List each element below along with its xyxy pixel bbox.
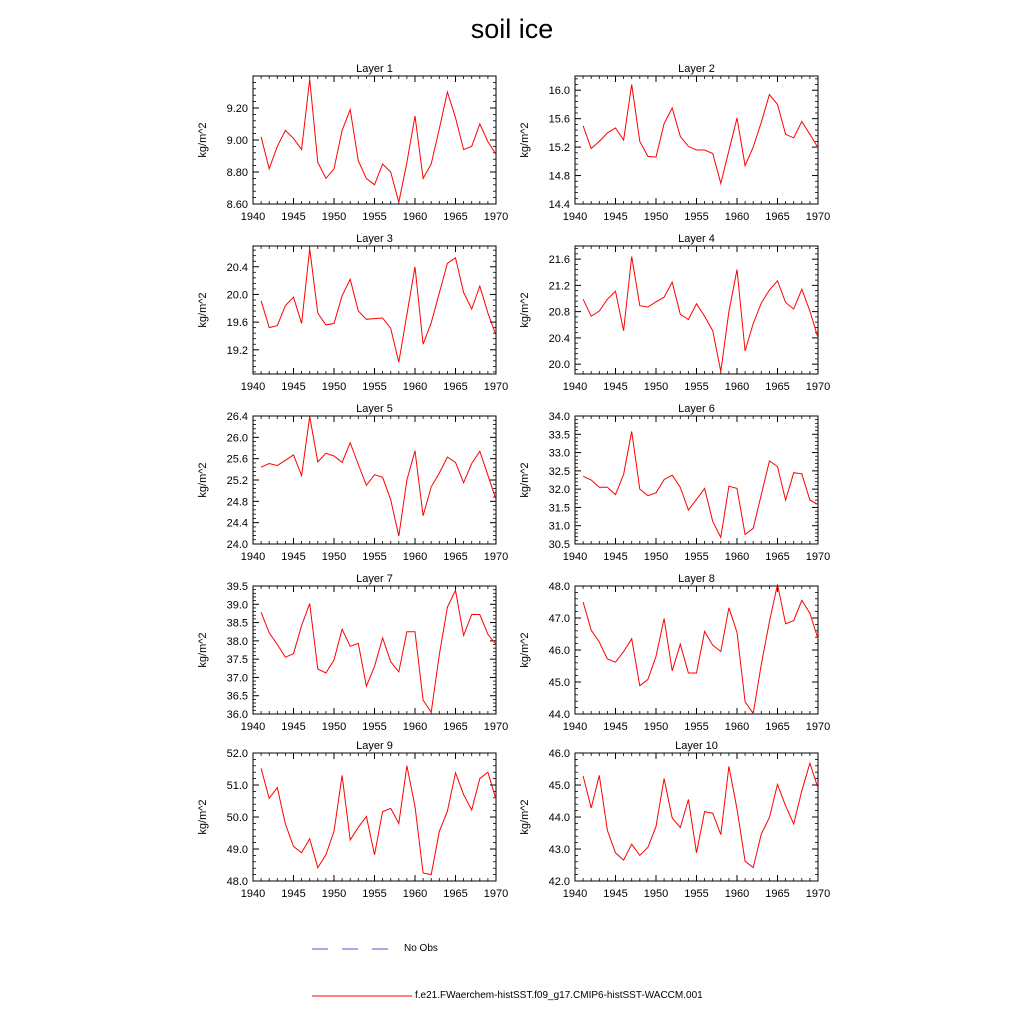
x-tick-label: 1965 — [443, 381, 468, 393]
y-tick-label: 51.0 — [226, 780, 248, 792]
x-tick-label: 1940 — [240, 551, 266, 563]
x-tick-label: 1950 — [321, 551, 347, 563]
y-tick-label: 32.0 — [548, 484, 570, 497]
y-tick-label: 20.0 — [548, 359, 570, 372]
panel-title: Layer 9 — [356, 740, 393, 752]
plot-frame — [253, 246, 496, 374]
x-tick-label: 1965 — [443, 721, 468, 733]
y-tick-label: 19.6 — [226, 317, 248, 330]
x-tick-label: 1950 — [643, 888, 669, 900]
x-tick-label: 1955 — [684, 551, 709, 563]
y-tick-label: 32.5 — [548, 465, 570, 478]
y-tick-label: 47.0 — [548, 613, 570, 625]
plot-frame — [575, 753, 818, 881]
x-tick-label: 1960 — [402, 888, 428, 900]
series-line — [583, 85, 818, 184]
y-tick-label: 43.0 — [548, 844, 570, 856]
x-tick-label: 1960 — [402, 721, 428, 733]
x-tick-label: 1960 — [724, 551, 750, 563]
chart-panel-layer-8 — [519, 573, 830, 733]
chart-panel-layer-10 — [519, 740, 830, 900]
y-tick-label: 48.0 — [548, 581, 570, 593]
x-tick-label: 1945 — [281, 888, 306, 900]
series-line — [261, 79, 496, 202]
x-tick-label: 1955 — [362, 381, 387, 393]
chart-panel-layer-1 — [197, 63, 508, 223]
x-tick-label: 1970 — [805, 211, 831, 223]
legend-obs-label: No Obs — [404, 943, 438, 954]
x-tick-label: 1970 — [805, 721, 831, 733]
legend-model-label: f.e21.FWaerchem-histSST.f09_g17.CMIP6-histSST-WACCM.001 — [415, 990, 703, 1001]
series-line — [583, 584, 818, 713]
series-line — [261, 417, 496, 537]
x-tick-label: 1950 — [321, 211, 347, 223]
x-tick-label: 1955 — [684, 888, 709, 900]
y-tick-label: 45.0 — [548, 677, 570, 689]
x-tick-label: 1955 — [684, 381, 709, 393]
y-tick-label: 48.0 — [226, 876, 248, 888]
y-tick-label: 52.0 — [226, 748, 248, 760]
y-tick-label: 24.8 — [226, 496, 248, 509]
x-tick-label: 1940 — [562, 381, 588, 393]
x-tick-label: 1965 — [765, 211, 790, 223]
series-line — [261, 249, 496, 362]
x-tick-label: 1955 — [362, 888, 387, 900]
y-tick-label: 25.6 — [226, 453, 248, 466]
y-tick-label: 37.5 — [226, 654, 248, 667]
x-tick-label: 1945 — [603, 888, 628, 900]
y-tick-label: 24.0 — [226, 539, 248, 551]
y-tick-label: 21.2 — [548, 280, 570, 293]
series-line — [261, 766, 496, 875]
x-tick-label: 1955 — [362, 721, 387, 733]
y-tick-label: 16.0 — [548, 85, 570, 98]
x-tick-label: 1945 — [603, 381, 628, 393]
x-tick-label: 1945 — [281, 381, 306, 393]
x-tick-label: 1940 — [562, 211, 588, 223]
y-tick-label: 36.0 — [226, 709, 248, 721]
x-tick-label: 1950 — [643, 721, 669, 733]
series-line — [583, 763, 818, 867]
y-tick-label: 9.00 — [226, 135, 248, 147]
y-tick-label: 37.0 — [226, 672, 248, 685]
y-axis-label: kg/m^2 — [197, 632, 209, 668]
chart-panel-layer-9 — [197, 740, 508, 900]
x-tick-label: 1970 — [805, 551, 831, 563]
x-tick-label: 1960 — [724, 211, 750, 223]
y-tick-label: 8.60 — [226, 199, 248, 211]
y-tick-label: 46.0 — [548, 748, 570, 760]
x-tick-label: 1965 — [765, 888, 790, 900]
y-tick-label: 14.8 — [548, 170, 570, 183]
plot-frame — [253, 586, 496, 714]
x-tick-label: 1950 — [321, 721, 347, 733]
plot-frame — [575, 246, 818, 374]
panel-title: Layer 4 — [678, 233, 715, 245]
chart-panel-layer-6 — [519, 403, 830, 563]
y-axis-label: kg/m^2 — [197, 292, 209, 328]
y-tick-label: 9.20 — [226, 103, 248, 115]
y-axis-label: kg/m^2 — [519, 799, 531, 835]
y-tick-label: 42.0 — [548, 876, 570, 888]
y-axis-label: kg/m^2 — [519, 292, 531, 328]
y-axis-label: kg/m^2 — [519, 122, 531, 158]
y-tick-label: 20.4 — [548, 332, 570, 345]
y-axis-label: kg/m^2 — [519, 632, 531, 668]
x-tick-label: 1970 — [483, 888, 509, 900]
plot-frame — [575, 76, 818, 204]
y-tick-label: 33.0 — [548, 447, 570, 460]
y-tick-label: 31.5 — [548, 502, 570, 515]
x-tick-label: 1970 — [483, 551, 509, 563]
y-tick-label: 44.0 — [548, 709, 570, 721]
x-tick-label: 1960 — [724, 721, 750, 733]
y-tick-label: 46.0 — [548, 645, 570, 657]
x-tick-label: 1940 — [240, 888, 266, 900]
y-tick-label: 31.0 — [548, 520, 570, 533]
y-tick-label: 15.6 — [548, 113, 570, 126]
x-tick-label: 1965 — [443, 211, 468, 223]
y-tick-label: 38.5 — [226, 617, 248, 630]
y-tick-label: 45.0 — [548, 780, 570, 792]
y-tick-label: 21.6 — [548, 254, 570, 267]
panel-title: Layer 3 — [356, 233, 393, 245]
x-tick-label: 1970 — [483, 211, 509, 223]
page-title: soil ice — [470, 14, 554, 44]
x-tick-label: 1955 — [362, 211, 387, 223]
x-tick-label: 1970 — [805, 381, 831, 393]
plot-frame — [575, 416, 818, 544]
x-tick-label: 1940 — [562, 721, 588, 733]
y-tick-label: 39.5 — [226, 581, 248, 593]
x-tick-label: 1970 — [483, 721, 509, 733]
x-tick-label: 1945 — [603, 721, 628, 733]
x-tick-label: 1950 — [643, 381, 669, 393]
x-tick-label: 1945 — [281, 211, 306, 223]
x-tick-label: 1950 — [643, 211, 669, 223]
y-tick-label: 33.5 — [548, 429, 570, 442]
y-tick-label: 24.4 — [226, 517, 248, 530]
y-axis-label: kg/m^2 — [197, 799, 209, 835]
y-tick-label: 30.5 — [548, 539, 570, 551]
chart-panel-layer-3 — [197, 233, 508, 393]
series-line — [583, 257, 818, 372]
y-tick-label: 15.2 — [548, 142, 570, 155]
x-tick-label: 1940 — [240, 211, 266, 223]
panel-title: Layer 2 — [678, 63, 715, 75]
series-line — [583, 431, 818, 537]
x-tick-label: 1960 — [402, 211, 428, 223]
x-tick-label: 1955 — [362, 551, 387, 563]
x-tick-label: 1955 — [684, 721, 709, 733]
panel-title: Layer 1 — [356, 63, 393, 75]
x-tick-label: 1960 — [402, 381, 428, 393]
x-tick-label: 1970 — [483, 381, 509, 393]
x-tick-label: 1955 — [684, 211, 709, 223]
x-tick-label: 1970 — [805, 888, 831, 900]
y-tick-label: 20.8 — [548, 306, 570, 319]
y-axis-label: kg/m^2 — [197, 462, 209, 498]
x-tick-label: 1940 — [562, 551, 588, 563]
panel-title: Layer 5 — [356, 403, 393, 415]
x-tick-label: 1945 — [603, 551, 628, 563]
x-tick-label: 1965 — [765, 381, 790, 393]
y-tick-label: 19.2 — [226, 344, 248, 357]
y-tick-label: 38.0 — [226, 635, 248, 648]
y-tick-label: 20.4 — [226, 261, 248, 274]
x-tick-label: 1965 — [443, 551, 468, 563]
y-tick-label: 34.0 — [548, 411, 570, 423]
y-axis-label: kg/m^2 — [519, 462, 531, 498]
x-tick-label: 1940 — [562, 888, 588, 900]
x-tick-label: 1960 — [724, 381, 750, 393]
x-tick-label: 1945 — [603, 211, 628, 223]
x-tick-label: 1950 — [321, 888, 347, 900]
chart-panel-layer-4 — [519, 233, 830, 393]
y-tick-label: 8.80 — [226, 167, 248, 179]
y-tick-label: 20.0 — [226, 289, 248, 302]
x-tick-label: 1960 — [402, 551, 428, 563]
plot-frame — [253, 416, 496, 544]
panel-title: Layer 8 — [678, 573, 715, 585]
y-tick-label: 44.0 — [548, 812, 570, 824]
x-tick-label: 1940 — [240, 381, 266, 393]
x-tick-label: 1965 — [765, 551, 790, 563]
y-tick-label: 49.0 — [226, 844, 248, 856]
x-tick-label: 1945 — [281, 551, 306, 563]
y-tick-label: 26.0 — [226, 432, 248, 445]
x-tick-label: 1950 — [321, 381, 347, 393]
x-tick-label: 1945 — [281, 721, 306, 733]
y-tick-label: 25.2 — [226, 475, 248, 487]
plot-frame — [253, 753, 496, 881]
y-axis-label: kg/m^2 — [197, 122, 209, 158]
panel-title: Layer 10 — [675, 740, 718, 752]
x-tick-label: 1950 — [643, 551, 669, 563]
y-tick-label: 14.4 — [548, 199, 570, 211]
x-tick-label: 1940 — [240, 721, 266, 733]
x-tick-label: 1960 — [724, 888, 750, 900]
x-tick-label: 1965 — [443, 888, 468, 900]
series-line — [261, 590, 496, 712]
y-tick-label: 26.4 — [226, 411, 248, 423]
y-tick-label: 50.0 — [226, 812, 248, 824]
chart-panel-layer-5 — [197, 403, 508, 563]
panel-title: Layer 6 — [678, 403, 715, 415]
chart-panel-layer-7 — [197, 573, 508, 733]
chart-panel-layer-2 — [519, 63, 830, 223]
y-tick-label: 39.0 — [226, 599, 248, 612]
panel-title: Layer 7 — [356, 573, 393, 585]
x-tick-label: 1965 — [765, 721, 790, 733]
y-tick-label: 36.5 — [226, 690, 248, 703]
